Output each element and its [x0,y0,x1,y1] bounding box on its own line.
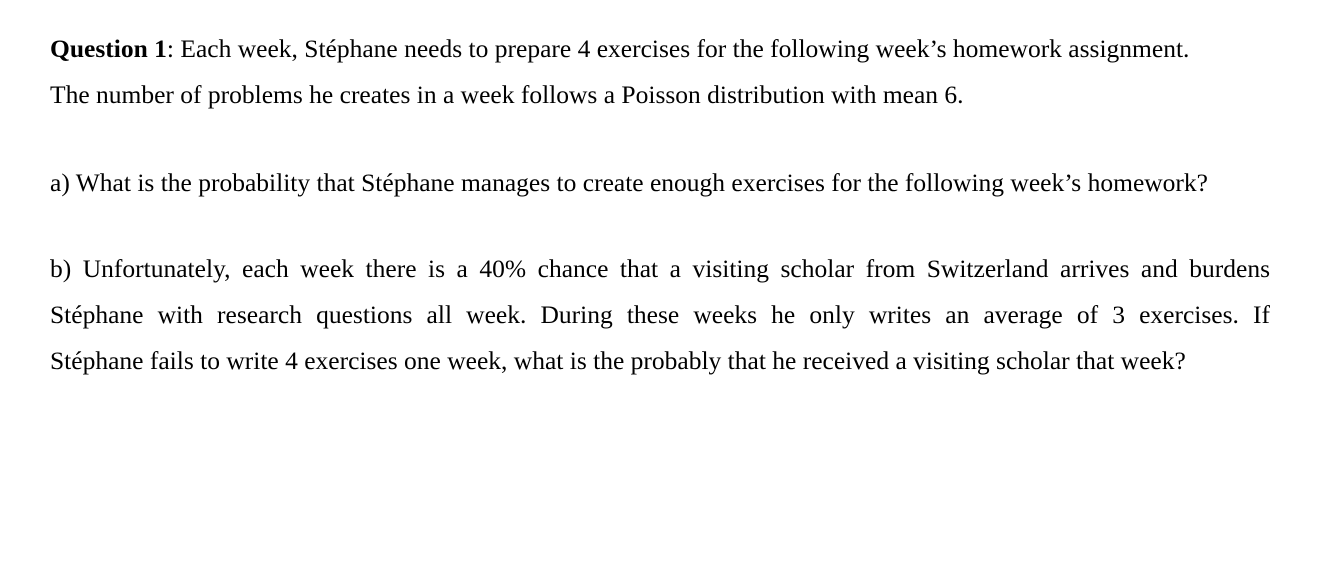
question-intro-text-1: Each week, Stéphane needs to prepare 4 exercises for the following week’s homework assignment. [174,34,1190,63]
part-a-question [50,160,1270,206]
part-b-line-2: Stéphane with research questions all week. During these weeks he only writes an average of 3 exercises. If [50,300,1270,329]
document-page [50,26,1270,384]
question-intro-line-1 [50,26,1270,72]
part-b-line-3: Stéphane fails to write 4 exercises one week, what is the probably that he received a visiting scholar that week? [50,346,1186,375]
part-b-question [50,246,1270,384]
paragraph-spacer [50,118,1270,160]
part-a-text: a) What is the probability that Stéphane manages to create enough exercises for the following week’s homework? [50,168,1208,197]
paragraph-spacer [50,206,1270,246]
question-label: Question 1 [50,34,167,63]
question-intro-line-2: The number of problems he creates in a week follows a Poisson distribution with mean 6. [50,80,964,109]
question-label-colon: : [166,34,174,63]
part-b-line-1: b) Unfortunately, each week there is a 40% chance that a visiting scholar from Switzerland arrives and burdens [50,254,1270,283]
question-intro [50,26,1270,118]
